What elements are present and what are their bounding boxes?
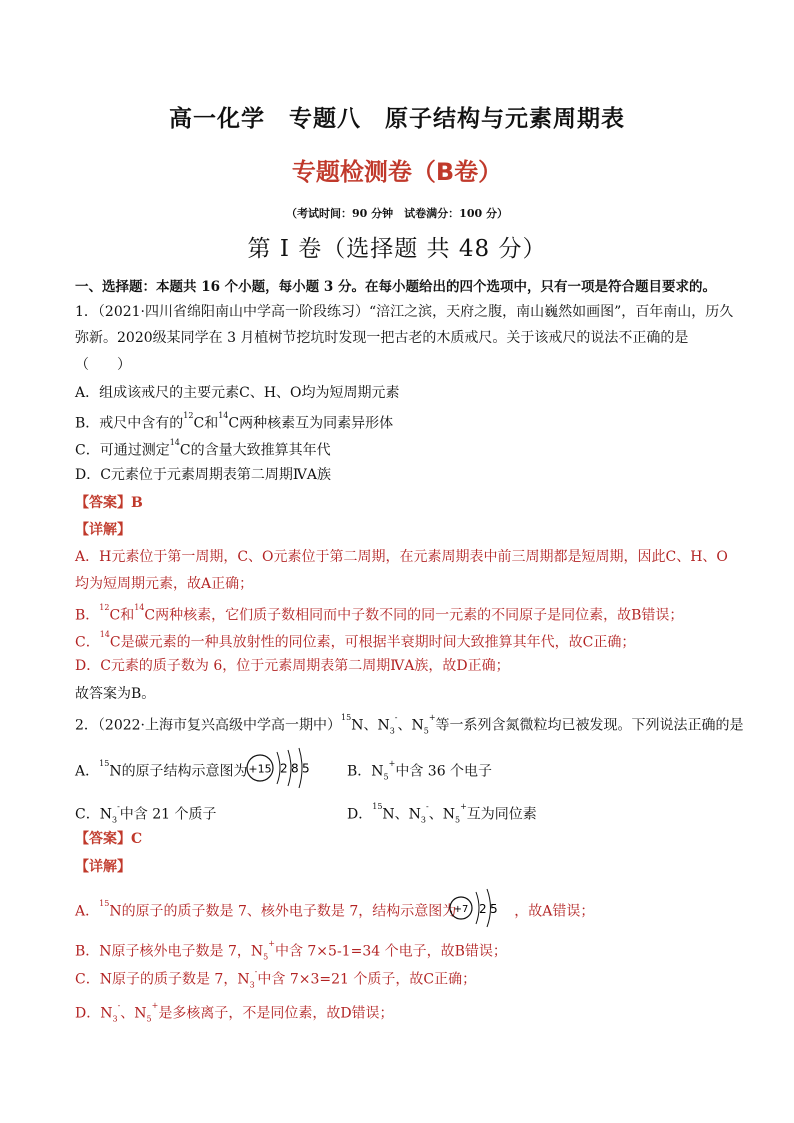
q2-exp-d: D．$N_3^-$、$N_5^+$是多核离子，不是同位素，故D错误； — [75, 1001, 394, 1024]
q2-option-a: A．$^{15}$N的原子结构示意图为 — [75, 759, 248, 780]
q1-option-a: A．组成该戒尺的主要元素C、H、O均为短周期元素 — [75, 385, 400, 401]
q1-detail-label: 【详解】 — [75, 522, 131, 538]
shell-2: 5 — [490, 902, 498, 916]
q2-exp-a: A．$^{15}$N的原子的质子数是 7、核外电子数是 7，结构示意图为 ，故A错误； — [75, 899, 595, 920]
q2-option-b: B．$N_5^+$中含 36 个电子 — [347, 759, 493, 782]
q2-answer: 【答案】C — [75, 831, 143, 847]
q1-option-c: C．可通过测定$^{14}$C的含量大致推算其年代 — [75, 438, 331, 459]
shell-2: 8 — [291, 761, 299, 776]
q2-stem: 2．（2022·上海市复兴高级中学高一期中）$^{15}$N、$N_3^-$、$N_5^+$等一系列含氮微粒均已被发现。下列说法正确的是 — [75, 713, 744, 736]
q2-option-c: C．$N_3^-$中含 21 个质子 — [75, 802, 217, 825]
q1-stem-line1: 1．（2021·四川省绵阳南山中学高一阶段练习）“涪江之滨，天府之腹，南山巍然如画图”，百年南山，历久 — [75, 304, 734, 320]
q2-exp-b: B．N原子核外电子数是 7，$N_5^+$中含 7×5-1=34 个电子，故B错误； — [75, 939, 507, 962]
q1-conclusion: 故答案为B。 — [75, 686, 156, 702]
q1-stem-line3: （ ） — [75, 357, 131, 373]
shell-3: 5 — [302, 761, 310, 776]
q1-exp-b: B．$^{12}$C和$^{14}$C两种核素，它们质子数相同而中子数不同的同一元素的不同原子是同位素，故B错误； — [75, 603, 684, 624]
section-heading: 第 I 卷（选择题 共 48 分） — [247, 236, 547, 262]
q1-exp-a-line1: A．H元素位于第一周期，C、O元素位于第二周期，在元素周期表中前三周期都是短周期，因此C、H、O — [75, 549, 728, 565]
q1-exp-c: C．$^{14}$C是碳元素的一种具放射性的同位素，可根据半衰期时间大致推算其年代，故C正确； — [75, 630, 636, 651]
q1-option-b: B．戒尺中含有的$^{12}$C和$^{14}$C两种核素互为同素异形体 — [75, 411, 394, 432]
q1-exp-a-line2: 均为短周期元素，故A正确； — [75, 576, 254, 592]
atom-diagram-correct — [447, 885, 507, 931]
page-subtitle: 专题检测卷（B卷） — [291, 158, 503, 186]
q1-option-d: D．C元素位于元素周期表第二周期ⅣA族 — [75, 467, 332, 483]
shell-1: 2 — [479, 902, 487, 916]
instructions: 一、选择题：本题共 16 个小题，每小题 3 分。在每小题给出的四个选项中，只有一项是符合题目要求的。 — [75, 279, 716, 295]
q1-answer: 【答案】B — [75, 495, 143, 511]
q2-option-d: D．$^{15}$N、$N_3^-$、$N_5^+$互为同位素 — [347, 802, 537, 825]
shell-1: 2 — [280, 761, 288, 776]
q1-exp-d: D．C元素的质子数为 6，位于元素周期表第二周期ⅣA族，故D正确； — [75, 658, 510, 674]
atom-diagram-wrong — [243, 744, 313, 790]
nucleus-charge: +15 — [248, 762, 272, 776]
q2-detail-label: 【详解】 — [75, 859, 131, 875]
q2-exp-c: C．N原子的质子数是 7，$N_3^-$中含 7×3=21 个质子，故C正确； — [75, 967, 477, 990]
exam-note: （考试时间：90 分钟 试卷满分：100 分） — [286, 207, 508, 220]
nucleus-charge: +7 — [453, 904, 469, 915]
q1-stem-line2: 弥新。2020级某同学在 3 月植树节挖坑时发现一把古老的木质戒尺。关于该戒尺的说法不正确的是 — [75, 330, 689, 346]
page-title: 高一化学 专题八 原子结构与元素周期表 — [169, 106, 625, 132]
